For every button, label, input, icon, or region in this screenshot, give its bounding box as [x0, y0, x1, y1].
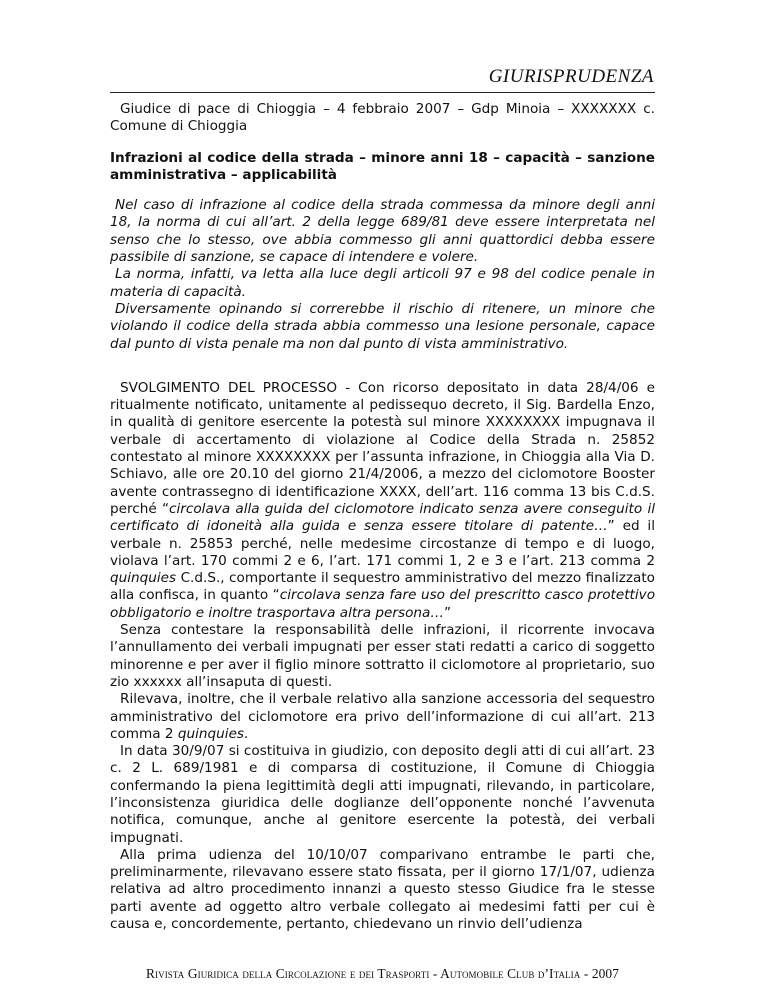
article-content: [110, 101, 655, 933]
body-paragraph: [110, 380, 655, 622]
maxim-paragraph: Nel caso di infrazione al codice della strada commessa da minore degli anni 18, la norma di cui all’art. 2 della legge 689/81 deve essere interpretata nel senso che lo stesso, ove abbia commesso gli anni quattordici debba essere passibile di sanzione, se capace di intendere e volere.: [110, 197, 655, 266]
body-paragraph: Alla prima udienza del 10/10/07 comparivano entrambe le parti che, preliminarmente, rilevavano essere stato fissata, per il giorno 17/1/07, udienza relativa ad altro procedimento innanzi a questo stesso Giudice fra le stesse parti avente ad oggetto altro verbale collegato ai medesimi fatti per cui è causa e, concordemente, pertanto, chiedevano un rinvio dell’udienza: [110, 846, 655, 933]
italic-term: quinquies: [177, 725, 245, 742]
body-paragraph: Senza contestare la responsabilità delle infrazioni, il ricorrente invocava l’annullamento dei verbali impugnati per esser stati redatti a carico di soggetto minorenne e per aver il figlio minore sottratto il ciclomotore al proprietario, suo zio xxxxxx all’insaputa di questi.: [110, 622, 655, 690]
text-run: C.d.S., comportante il sequestro amministrativo del mezzo finalizzato alla confisca, in quanto “: [110, 570, 655, 604]
text-run: ” ed il verbale n. 25853 perché, nelle medesime circostanze di tempo e di luogo, violava l’art. 170 commi 2 e 6, l’art. 171 commi 1, 2 e 3 e l’art. 213 comma 2: [110, 518, 655, 569]
header-rule: [110, 92, 655, 93]
text-run: Rilevava, inoltre, che il verbale relativo alla sanzione accessoria del sequestro amministrativo del ciclomotore era privo dell’informazione di cui all’art. 213 comma 2: [110, 691, 655, 742]
court-reference: Giudice di pace di Chioggia – 4 febbraio 2007 – Gdp Minoia – XXXXXXX c. Comune di Chioggia: [110, 101, 655, 135]
body-paragraph: In data 30/9/07 si costituiva in giudizio, con deposito degli atti di cui all’art. 23 c. 2 L. 689/1981 e di comparsa di costituzione, il Comune di Chioggia confermando la piena legittimità degli atti impugnati, rilevando, in particolare, l’inconsistenza giuridica delle doglianze dell’opponente nonché l’avvenuta notifica, comunque, anche al genitore esercente la potestà, dei verbali impugnati.: [110, 743, 655, 846]
section-header: GIURISPRUDENZA: [488, 66, 654, 87]
quoted-text: circolava senza fare uso del prescritto casco protettivo obbligatorio e inoltre trasportava altra persona…: [110, 587, 656, 621]
text-run: SVOLGIMENTO DEL PROCESSO - Con ricorso depositato in data 28/4/06 e ritualmente notificato, unitamente al pedissequo decreto, il Sig. Bardella Enzo, in qualità di genitore esercente la potestà sul minore XXXXXXXX impugnava il verbale di accertamento di violazione al Codice della Strada n. 25852 contestato al minore XXXXXXXX per l’assunta infrazione, in Chioggia alla Via D. Schiavo, alle ore 20.10 del giorno 21/4/2006, a mezzo del ciclomotore Booster avente contrassegno di identificazione XXXX, dell’art. 116 comma 13 bis C.d.S. perché “: [110, 379, 655, 517]
journal-footer: Rivista Giuridica della Circolazione e dei Trasporti - Automobile Club d’Italia - 2007: [145, 966, 620, 981]
text-run: ”: [443, 604, 451, 621]
maxim-paragraph: Diversamente opinando si correrebbe il rischio di ritenere, un minore che violando il codice della strada abbia commesso una lesione personale, capace dal punto di vista penale ma non dal punto di vista amministrativo.: [110, 300, 655, 352]
judgment-body: [110, 380, 655, 934]
body-paragraph: [110, 691, 655, 743]
subject-heading: Infrazioni al codice della strada – minore anni 18 – capacità – sanzione amministrativa – applicabilità: [110, 149, 655, 183]
maxim-paragraph: La norma, infatti, va letta alla luce degli articoli 97 e 98 del codice penale in materia di capacità.: [110, 266, 655, 300]
maxims-block: [110, 197, 655, 353]
text-run: .: [244, 725, 249, 742]
italic-term: quinquies: [110, 570, 177, 587]
quoted-text: circolava alla guida del ciclomotore indicato senza avere conseguito il certificato di idoneità alla guida e senza essere titolare di patente…: [110, 500, 655, 535]
